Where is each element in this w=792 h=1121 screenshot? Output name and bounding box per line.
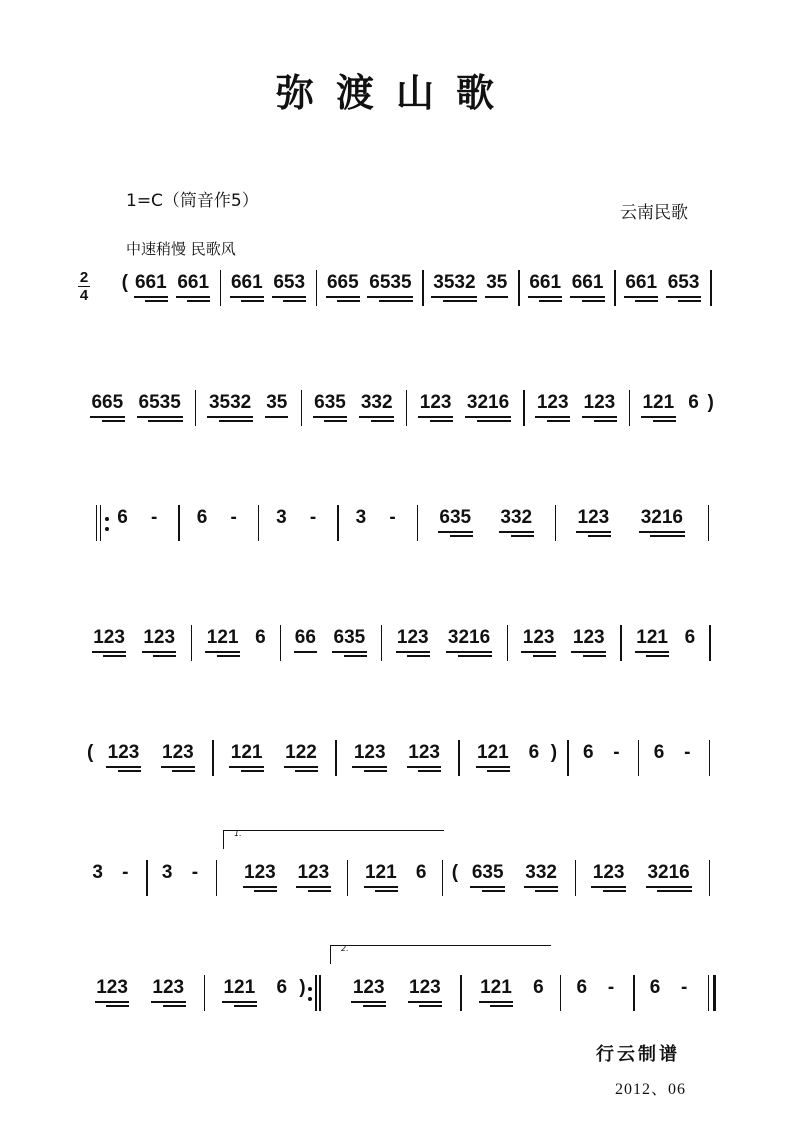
note-group: 123 <box>162 742 194 763</box>
barline <box>518 270 519 306</box>
barline <box>212 740 213 776</box>
beam-line-double <box>533 655 556 657</box>
note-group: 635 <box>314 392 346 413</box>
beam-line <box>446 651 492 653</box>
parenthesis: ( <box>121 272 128 293</box>
repeat-dot <box>308 997 312 1001</box>
beam-line-double <box>217 655 240 657</box>
note-group: 123 <box>93 627 125 648</box>
beam-line-double <box>102 420 125 422</box>
note-group: 3216 <box>647 862 690 883</box>
note-group: 6 <box>196 507 208 528</box>
note-group: 123 <box>396 627 429 648</box>
beam-line-double <box>344 655 367 657</box>
barline <box>709 740 710 776</box>
beam-line-double <box>635 300 658 302</box>
barline <box>96 505 97 541</box>
barline <box>460 975 461 1011</box>
beam-line <box>351 1001 386 1003</box>
beam-line-double <box>145 300 168 302</box>
beam-line <box>243 886 278 888</box>
note-group: 3 <box>276 507 287 528</box>
beam-line <box>576 531 611 533</box>
dash: - <box>309 507 317 528</box>
note-group: 653 <box>667 272 700 293</box>
repeat-dot <box>308 987 312 991</box>
beam-line-double <box>419 1005 442 1007</box>
beam-line <box>222 1001 257 1003</box>
beam-line <box>284 766 319 768</box>
note-group: 665 <box>326 272 359 293</box>
note-group: 332 <box>500 507 533 528</box>
note-group: 332 <box>360 392 393 413</box>
beam-line-double <box>337 300 360 302</box>
beam-line <box>294 651 317 653</box>
beam-line <box>408 1001 443 1003</box>
beam-line-double <box>363 1005 386 1007</box>
beam-line-double <box>148 420 183 422</box>
barline <box>178 505 179 541</box>
volta-label: 1. <box>234 829 242 838</box>
beam-line-double <box>371 420 394 422</box>
beam-line-double <box>535 890 558 892</box>
barline <box>555 505 556 541</box>
credit: 行云制谱 <box>596 1044 680 1065</box>
beam-line-double <box>450 535 473 537</box>
beam-line-double <box>678 300 701 302</box>
note-group: 6 <box>415 862 427 883</box>
note-group: 6535 <box>369 272 412 293</box>
note-group: 123 <box>353 742 386 763</box>
beam-line-double <box>118 770 141 772</box>
beam-line-double <box>582 300 605 302</box>
beam-line <box>106 766 141 768</box>
note-group: 6 <box>255 627 266 648</box>
parenthesis: ) <box>707 392 714 413</box>
beam-line <box>364 886 399 888</box>
beam-line-double <box>241 770 264 772</box>
barline <box>709 860 710 896</box>
dash: - <box>681 977 688 998</box>
barline <box>204 975 205 1011</box>
score-line-1 <box>0 270 792 330</box>
beam-line <box>465 416 511 418</box>
parenthesis: ) <box>550 742 558 763</box>
note-group: 66 <box>294 627 316 648</box>
beam-line <box>476 766 511 768</box>
beam-line-double <box>283 300 306 302</box>
barline <box>709 625 710 661</box>
beam-line <box>571 651 606 653</box>
note-group: 122 <box>285 742 317 763</box>
beam-line-double <box>653 420 676 422</box>
barline <box>220 270 221 306</box>
note-group: 6 <box>533 977 544 998</box>
beam-line <box>326 296 361 298</box>
beam-line <box>92 651 127 653</box>
dash: - <box>684 742 691 763</box>
note-group: 3216 <box>447 627 491 648</box>
beam-line-double <box>458 655 493 657</box>
beam-line <box>528 296 563 298</box>
beam-line-double <box>430 420 453 422</box>
beam-line-double <box>308 890 331 892</box>
beam-line <box>521 651 556 653</box>
note-group: 3532 <box>208 392 252 413</box>
barline <box>710 270 711 306</box>
repeat-barline <box>100 505 101 541</box>
beam-line-double <box>379 300 414 302</box>
note-group: 123 <box>297 862 330 883</box>
beam-line <box>479 1001 514 1003</box>
dash: - <box>613 742 620 763</box>
note-group: 121 <box>364 862 397 883</box>
note-group: 121 <box>230 742 263 763</box>
beam-line <box>635 651 670 653</box>
final-barline <box>713 975 716 1011</box>
note-group: 35 <box>266 392 288 413</box>
barline <box>319 975 320 1011</box>
beam-line <box>407 766 442 768</box>
beam-line <box>646 886 692 888</box>
note-group: 661 <box>177 272 210 293</box>
beam-line-double <box>477 420 512 422</box>
dash: - <box>607 977 615 998</box>
barline <box>146 860 147 896</box>
note-group: 661 <box>230 272 263 293</box>
note-group: 6 <box>649 977 661 998</box>
beam-line <box>359 416 394 418</box>
barline <box>258 505 259 541</box>
barline <box>335 740 336 776</box>
barline <box>216 860 217 896</box>
score-line-7 <box>0 944 792 1035</box>
beam-line-double <box>418 770 441 772</box>
tempo-marking: 中速稍慢 民歌风 <box>126 240 236 258</box>
note-group: 661 <box>571 272 604 293</box>
note-group: 123 <box>583 392 616 413</box>
beam-line-double <box>219 420 254 422</box>
beam-line <box>582 416 617 418</box>
parenthesis: ( <box>86 742 94 763</box>
beam-line <box>418 416 453 418</box>
dash: - <box>389 507 396 528</box>
barline <box>337 505 338 541</box>
beam-line-double <box>295 770 318 772</box>
barline <box>614 270 615 306</box>
barline <box>507 625 508 661</box>
barline <box>316 270 317 306</box>
beam-line <box>485 296 508 298</box>
barline <box>195 390 196 426</box>
note-group: 123 <box>572 627 605 648</box>
beam-line-double <box>511 535 534 537</box>
volta-bracket <box>223 830 444 849</box>
note-group: 635 <box>439 507 472 528</box>
beam-line-double <box>583 655 606 657</box>
note-group: 121 <box>476 742 509 763</box>
barline <box>560 975 561 1011</box>
beam-line <box>95 1001 130 1003</box>
beam-line-double <box>443 300 478 302</box>
beam-line-double <box>364 770 387 772</box>
note-group: 123 <box>409 977 441 998</box>
beam-line <box>176 296 211 298</box>
barline <box>567 740 568 776</box>
beam-line <box>296 886 331 888</box>
beam-line <box>205 651 240 653</box>
note-group: 123 <box>352 977 385 998</box>
beam-line-double <box>547 420 570 422</box>
note-group: 123 <box>419 392 452 413</box>
beam-line <box>367 296 413 298</box>
key-signature: 1=C（筒音作5） <box>126 191 259 211</box>
beam-line <box>137 416 183 418</box>
dash: - <box>122 862 129 883</box>
note-group: 121 <box>206 627 239 648</box>
note-group: 3216 <box>640 507 684 528</box>
beam-line <box>570 296 605 298</box>
barline <box>633 975 634 1011</box>
beam-line <box>265 416 288 418</box>
beam-line-double <box>187 300 210 302</box>
barline <box>280 625 281 661</box>
beam-line <box>332 651 367 653</box>
beam-line-double <box>490 1005 513 1007</box>
note-group: 3 <box>92 862 103 883</box>
beam-line <box>666 296 701 298</box>
note-group: 661 <box>134 272 167 293</box>
barline <box>347 860 348 896</box>
beam-line-double <box>646 655 669 657</box>
note-group: 3 <box>355 507 367 528</box>
note-group: 3532 <box>433 272 476 293</box>
note-group: 121 <box>223 977 256 998</box>
beam-line-double <box>324 420 347 422</box>
beam-line <box>396 651 431 653</box>
dash: - <box>230 507 237 528</box>
parenthesis: ) <box>299 977 306 998</box>
beam-line-double <box>594 420 617 422</box>
barline <box>417 505 418 541</box>
note-group: 6 <box>688 392 699 413</box>
beam-line <box>470 886 505 888</box>
note-group: 123 <box>577 507 610 528</box>
beam-line-double <box>172 770 195 772</box>
beam-line <box>230 296 265 298</box>
note-group: 6 <box>276 977 288 998</box>
barline <box>406 390 407 426</box>
beam-line <box>142 651 177 653</box>
beam-line-double <box>650 535 685 537</box>
barline <box>708 505 709 541</box>
volta-bracket <box>330 945 551 964</box>
parenthesis: ( <box>451 862 459 883</box>
dash: - <box>191 862 199 883</box>
beam-line-double <box>241 300 264 302</box>
note-group: 661 <box>529 272 562 293</box>
beam-line <box>624 296 659 298</box>
barline <box>458 740 459 776</box>
barline <box>575 860 576 896</box>
beam-line <box>229 766 264 768</box>
beam-line-double <box>482 890 505 892</box>
beam-line-double <box>588 535 611 537</box>
beam-line <box>352 766 387 768</box>
barline <box>422 270 423 306</box>
barline <box>629 390 630 426</box>
time-signature-bottom: 4 <box>79 287 89 304</box>
volta-label: 2. <box>341 944 349 953</box>
note-group: 121 <box>480 977 512 998</box>
score-line-4 <box>0 625 792 685</box>
note-group: 121 <box>642 392 675 413</box>
score-line-6 <box>0 829 792 920</box>
barline <box>301 390 302 426</box>
note-group: 6 <box>528 742 540 763</box>
beam-line-double <box>106 1005 129 1007</box>
note-group: 123 <box>408 742 440 763</box>
note-group: 123 <box>152 977 185 998</box>
barline <box>191 625 192 661</box>
beam-line <box>438 531 473 533</box>
dash: - <box>151 507 158 528</box>
note-group: 123 <box>143 627 176 648</box>
beam-line-double <box>603 890 626 892</box>
beam-line-double <box>539 300 562 302</box>
barline <box>381 625 382 661</box>
beam-line <box>161 766 196 768</box>
beam-line-double <box>153 655 176 657</box>
beam-line <box>535 416 570 418</box>
beam-line <box>272 296 307 298</box>
beam-line <box>151 1001 186 1003</box>
note-group: 6 <box>653 742 665 763</box>
song-origin: 云南民歌 <box>620 203 688 223</box>
beam-line-double <box>163 1005 186 1007</box>
note-group: 332 <box>525 862 557 883</box>
note-group: 123 <box>244 862 276 883</box>
beam-line <box>639 531 685 533</box>
note-group: 123 <box>536 392 569 413</box>
note-group: 6 <box>684 627 696 648</box>
barline <box>523 390 524 426</box>
repeat-barline <box>315 975 316 1011</box>
time-signature-top: 2 <box>79 269 89 286</box>
note-group: 661 <box>625 272 658 293</box>
note-group: 123 <box>107 742 140 763</box>
barline <box>638 740 639 776</box>
beam-line-double <box>375 890 398 892</box>
note-group: 6 <box>582 742 594 763</box>
beam-line-double <box>234 1005 257 1007</box>
beam-line-double <box>487 770 510 772</box>
beam-line-double <box>254 890 277 892</box>
note-group: 123 <box>522 627 555 648</box>
note-group: 123 <box>592 862 625 883</box>
note-group: 6535 <box>138 392 181 413</box>
score-line-2 <box>0 390 792 450</box>
note-group: 3216 <box>466 392 510 413</box>
beam-line <box>499 531 534 533</box>
beam-line <box>207 416 253 418</box>
date: 2012、06 <box>615 1081 687 1098</box>
barline <box>708 975 709 1011</box>
beam-line <box>431 296 477 298</box>
beam-line <box>524 886 559 888</box>
note-group: 635 <box>471 862 504 883</box>
beam-line <box>90 416 125 418</box>
beam-line <box>641 416 676 418</box>
note-group: 6 <box>576 977 588 998</box>
note-group: 665 <box>91 392 124 413</box>
note-group: 3 <box>161 862 173 883</box>
note-group: 123 <box>96 977 128 998</box>
beam-line <box>313 416 348 418</box>
note-group: 635 <box>333 627 366 648</box>
note-group: 35 <box>486 272 508 293</box>
barline <box>442 860 443 896</box>
note-group: 6 <box>117 507 128 528</box>
note-group: 653 <box>273 272 306 293</box>
beam-line-double <box>657 890 692 892</box>
note-group: 121 <box>636 627 668 648</box>
score-line-3 <box>0 505 792 565</box>
beam-line <box>134 296 169 298</box>
score-line-5 <box>0 740 792 800</box>
beam-line-double <box>407 655 430 657</box>
beam-line <box>591 886 626 888</box>
beam-line-double <box>103 655 126 657</box>
barline <box>620 625 621 661</box>
page-title: 弥渡山歌 <box>275 71 516 115</box>
